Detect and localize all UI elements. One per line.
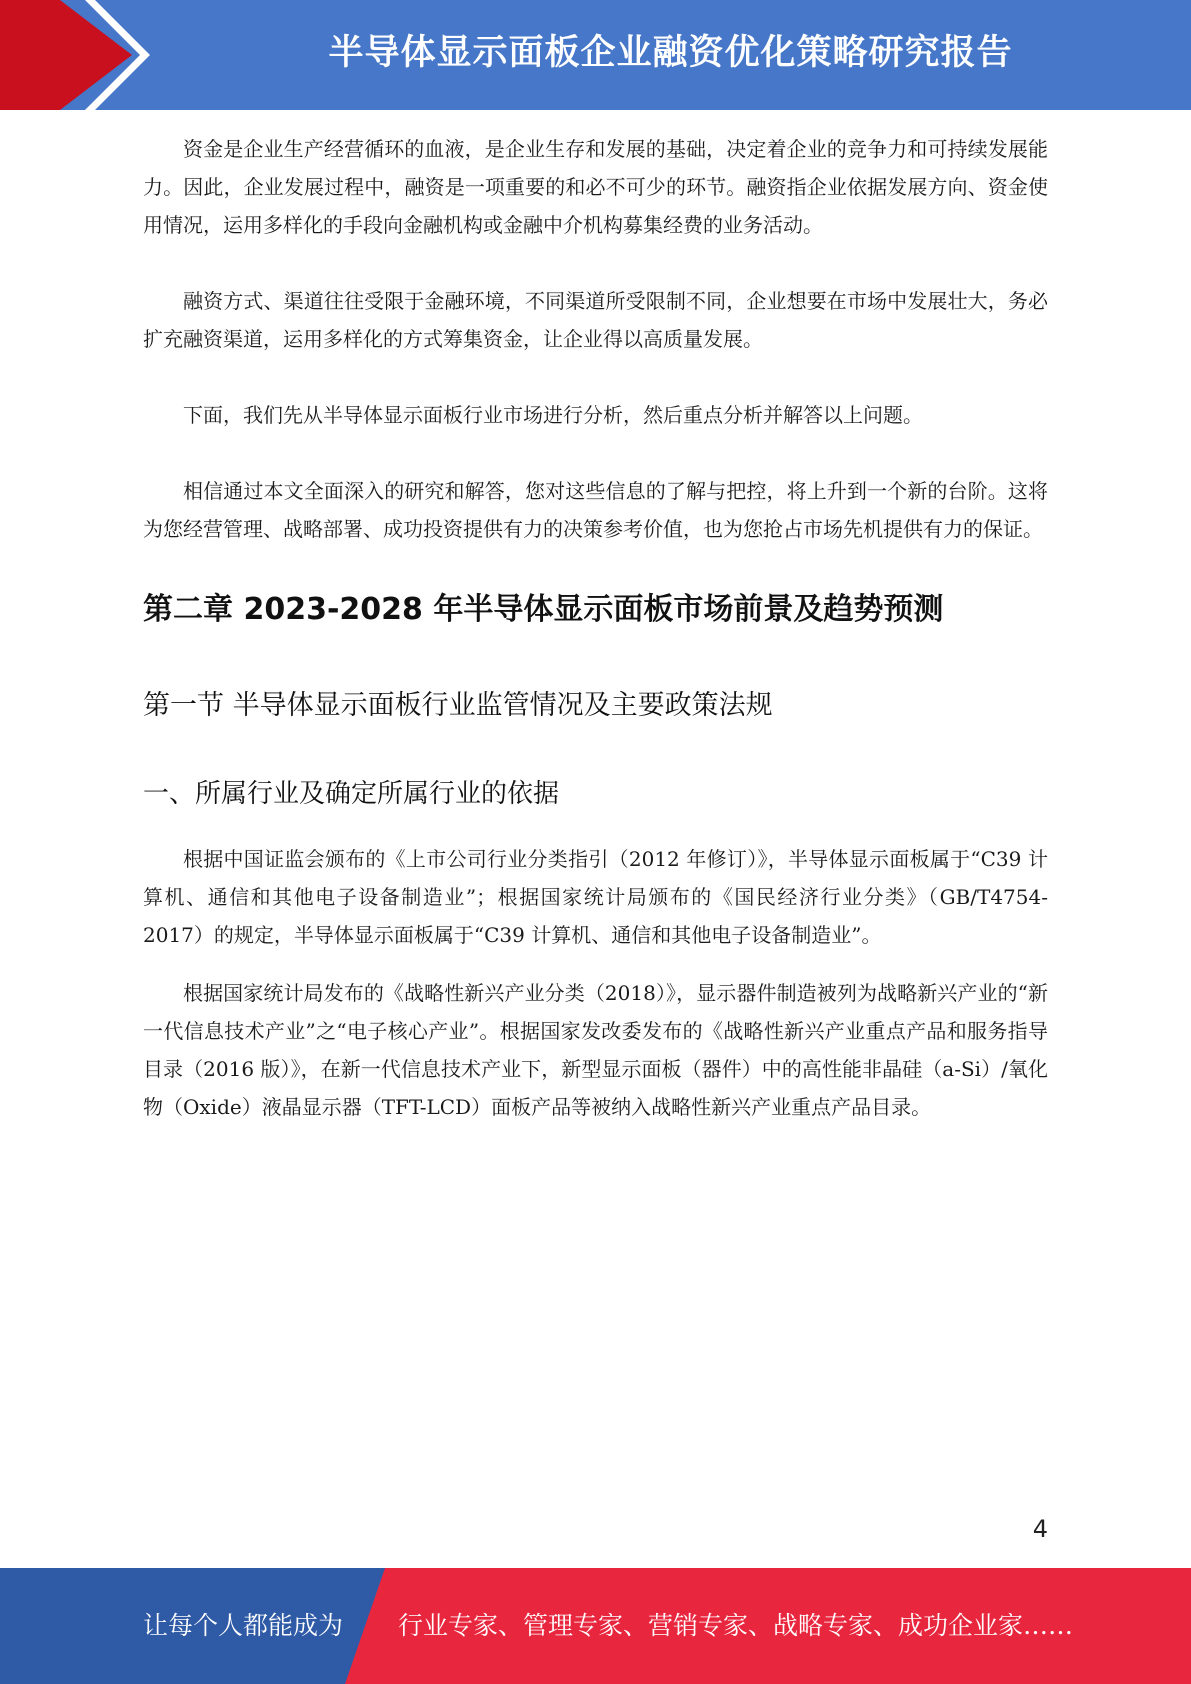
chapter-title: 第二章 2023-2028 年半导体显示面板市场前景及趋势预测 xyxy=(143,592,944,627)
page-number: 4 xyxy=(1032,1515,1048,1543)
subsection-title: 一、所属行业及确定所属行业的依据 xyxy=(143,779,560,809)
footer-slogan: 让每个人都能成为 xyxy=(143,1611,344,1640)
body-paragraph-2: 根据国家统计局发布的《战略性新兴产业分类（2018）》，显示器件制造被列为战略新兴产业的“新一代信息技术产业”之“电子核心产业”。根据国家发改委发布的《战略性新兴产业重点产品和服务指导目录（2016 版）》，在新一代信息技术产业下，新型显示面板（器件）中的高性能非晶硅（a-Si）/氧化物（Oxide）液晶显示器（TFT-LCD）面板产品等被纳入战略性新兴产业重点产品目录。 xyxy=(143,981,1048,1119)
section-title: 第一节 半导体显示面板行业监管情况及主要政策法规 xyxy=(143,690,773,721)
header-chevron-red xyxy=(0,0,132,110)
footer-roles: 行业专家、管理专家、营销专家、战略专家、成功企业家…… xyxy=(398,1611,1074,1640)
intro-paragraph-1: 资金是企业生产经营循环的血液，是企业生存和发展的基础，决定着企业的竞争力和可持续发展能力。因此，企业发展过程中，融资是一项重要的和必不可少的环节。融资指企业依据发展方向、资金使用情况，运用多样化的手段向金融机构或金融中介机构募集经费的业务活动。 xyxy=(143,137,1048,237)
intro-paragraph-2: 融资方式、渠道往往受限于金融环境，不同渠道所受限制不同，企业想要在市场中发展壮大，务必扩充融资渠道，运用多样化的方式筹集资金，让企业得以高质量发展。 xyxy=(143,289,1048,351)
report-title: 半导体显示面板企业融资优化策略研究报告 xyxy=(328,33,1013,73)
body-paragraph-1: 根据中国证监会颁布的《上市公司行业分类指引（2012 年修订）》，半导体显示面板属于“C39 计算机、通信和其他电子设备制造业”；根据国家统计局颁布的《国民经济行业分类》（GB/T4754-2017）的规定，半导体显示面板属于“C39 计算机、通信和其他电子设备制造业”。 xyxy=(143,847,1048,947)
intro-paragraph-3: 下面，我们先从半导体显示面板行业市场进行分析，然后重点分析并解答以上问题。 xyxy=(183,403,923,427)
page-content xyxy=(143,130,1048,1126)
page-header xyxy=(0,0,1191,110)
intro-paragraph-4: 相信通过本文全面深入的研究和解答，您对这些信息的了解与把控，将上升到一个新的台阶。这将为您经营管理、战略部署、成功投资提供有力的决策参考价值，也为您抢占市场先机提供有力的保证。 xyxy=(143,479,1048,541)
page-footer xyxy=(0,1568,1191,1684)
